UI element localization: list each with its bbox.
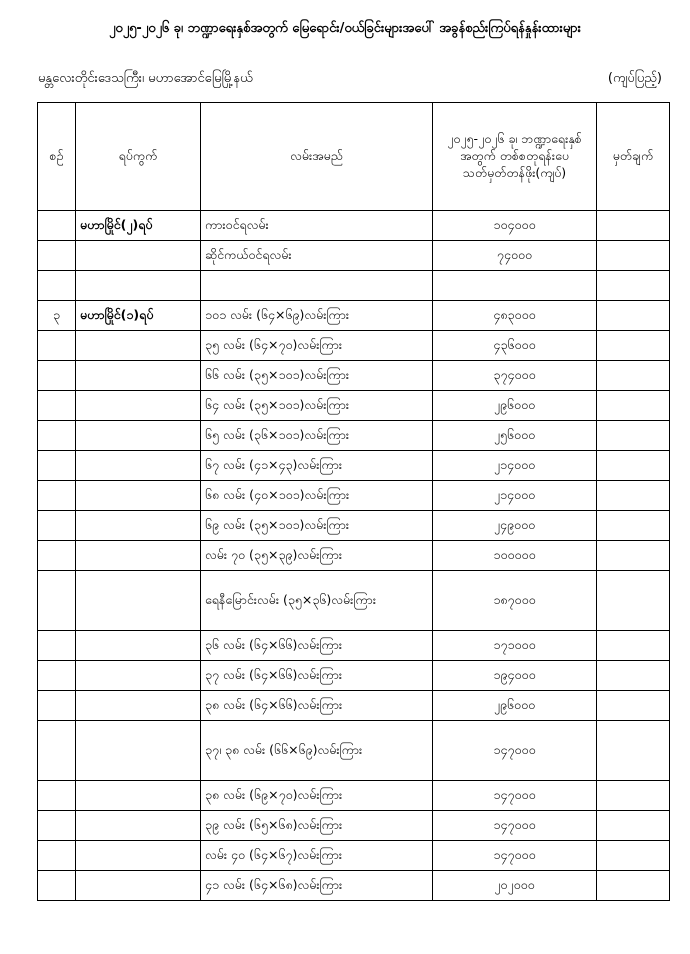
cell-value: ၁၇၁၀၀၀ bbox=[433, 631, 597, 661]
cell-no bbox=[38, 781, 76, 811]
cell-remark bbox=[597, 211, 670, 241]
cell-no bbox=[38, 541, 76, 571]
cell-value: ၂၁၄၀၀၀ bbox=[433, 451, 597, 481]
cell-street: ၃၉ လမ်း (၆၅×၆၈)လမ်းကြား bbox=[201, 811, 433, 841]
cell-no bbox=[38, 481, 76, 511]
table-row bbox=[38, 211, 670, 241]
cell-remark bbox=[597, 811, 670, 841]
cell-value: ၄၈၃၀၀၀ bbox=[433, 301, 597, 331]
cell-street: ကားဝင်ရလမ်း bbox=[201, 211, 433, 241]
cell-value: ၇၄၀၀၀ bbox=[433, 241, 597, 271]
cell-no bbox=[38, 361, 76, 391]
cell-ward bbox=[76, 481, 201, 511]
cell-value: ၁၄၇၀၀၀ bbox=[433, 841, 597, 871]
table-row bbox=[38, 241, 670, 271]
table-row bbox=[38, 841, 670, 871]
table-row bbox=[38, 451, 670, 481]
cell-street: ၃၈ လမ်း (၆၉×၇၀)လမ်းကြား bbox=[201, 781, 433, 811]
cell-no bbox=[38, 871, 76, 901]
cell-ward bbox=[76, 631, 201, 661]
cell-ward bbox=[76, 871, 201, 901]
cell-value: ၂၀၂၀၀၀ bbox=[433, 871, 597, 901]
cell-remark bbox=[597, 661, 670, 691]
cell-ward bbox=[76, 691, 201, 721]
cell-remark bbox=[597, 541, 670, 571]
cell-remark bbox=[597, 781, 670, 811]
cell-ward bbox=[76, 721, 201, 781]
table-header-row bbox=[38, 103, 670, 211]
cell-remark bbox=[597, 451, 670, 481]
cell-value: ၂၄၉၀၀၀ bbox=[433, 511, 597, 541]
unit-label: (ကျပ်ပြည့်) bbox=[607, 71, 662, 86]
cell-remark bbox=[597, 631, 670, 661]
cell-value: ၂၁၄၀၀၀ bbox=[433, 481, 597, 511]
cell-street: ၁၀၁ လမ်း (၆၄×၆၉)လမ်းကြား bbox=[201, 301, 433, 331]
cell-no bbox=[38, 571, 76, 631]
table-row bbox=[38, 331, 670, 361]
cell-ward bbox=[76, 781, 201, 811]
cell-value: ၁၉၄၀၀၀ bbox=[433, 661, 597, 691]
table-row bbox=[38, 691, 670, 721]
cell-no bbox=[38, 241, 76, 271]
header-street: လမ်းအမည် bbox=[201, 103, 433, 211]
table-row bbox=[38, 571, 670, 631]
cell-street: ၆၉ လမ်း (၃၅×၁၀၁)လမ်းကြား bbox=[201, 511, 433, 541]
cell-street: ၆၅ လမ်း (၃၆×၁၀၁)လမ်းကြား bbox=[201, 421, 433, 451]
cell-street: ၆၈ လမ်း (၄၀×၁၀၁)လမ်းကြား bbox=[201, 481, 433, 511]
cell-ward bbox=[76, 541, 201, 571]
cell-street: ၃၆ လမ်း (၆၄×၆၆)လမ်းကြား bbox=[201, 631, 433, 661]
cell-ward: မဟာမြိုင်(၁)ရပ် bbox=[76, 301, 201, 331]
cell-no bbox=[38, 841, 76, 871]
cell-street: ၆၆ လမ်း (၃၅×၁၀၁)လမ်းကြား bbox=[201, 361, 433, 391]
cell-value: ၁၄၇၀၀၀ bbox=[433, 781, 597, 811]
cell-street: လမ်း ၄၀ (၆၄×၆၇)လမ်းကြား bbox=[201, 841, 433, 871]
cell-value: ၂၉၆၀၀၀ bbox=[433, 391, 597, 421]
cell-ward bbox=[76, 331, 201, 361]
cell-value: ၂၅၆၀၀၀ bbox=[433, 421, 597, 451]
header-no: စဉ် bbox=[38, 103, 76, 211]
cell-no: ၃ bbox=[38, 301, 76, 331]
table-row bbox=[38, 811, 670, 841]
cell-no bbox=[38, 391, 76, 421]
table-row bbox=[38, 421, 670, 451]
cell-ward bbox=[76, 271, 201, 301]
cell-no bbox=[38, 691, 76, 721]
cell-no bbox=[38, 631, 76, 661]
cell-street: လမ်း ၇၀ (၃၅×၃၉)လမ်းကြား bbox=[201, 541, 433, 571]
cell-remark bbox=[597, 361, 670, 391]
cell-street: ၃၇၊ ၃၈ လမ်း (၆၆×၆၉)လမ်းကြား bbox=[201, 721, 433, 781]
table-row bbox=[38, 541, 670, 571]
cell-value: ၁၈၇၀၀၀ bbox=[433, 571, 597, 631]
cell-value: ၂၉၆၀၀၀ bbox=[433, 691, 597, 721]
table-row bbox=[38, 481, 670, 511]
cell-no bbox=[38, 421, 76, 451]
cell-ward bbox=[76, 421, 201, 451]
cell-street: ၆၄ လမ်း (၃၅×၁၀၁)လမ်းကြား bbox=[201, 391, 433, 421]
cell-ward bbox=[76, 451, 201, 481]
cell-remark bbox=[597, 571, 670, 631]
cell-no bbox=[38, 811, 76, 841]
cell-ward bbox=[76, 571, 201, 631]
cell-value: ၁၄၇၀၀၀ bbox=[433, 811, 597, 841]
cell-value: ၁၀၄၀၀၀ bbox=[433, 211, 597, 241]
cell-no bbox=[38, 511, 76, 541]
cell-ward bbox=[76, 841, 201, 871]
cell-remark bbox=[597, 841, 670, 871]
cell-street: ဆိုင်ကယ်ဝင်ရလမ်း bbox=[201, 241, 433, 271]
table-row bbox=[38, 361, 670, 391]
cell-remark bbox=[597, 331, 670, 361]
cell-no bbox=[38, 721, 76, 781]
cell-street: ရေနီမြောင်းလမ်း (၃၅×၃၆)လမ်းကြား bbox=[201, 571, 433, 631]
cell-street: ၆၇ လမ်း (၄၁×၄၃)လမ်းကြား bbox=[201, 451, 433, 481]
header-remark: မှတ်ချက် bbox=[597, 103, 670, 211]
cell-street bbox=[201, 271, 433, 301]
cell-street: ၃၇ လမ်း (၆၄×၆၆)လမ်းကြား bbox=[201, 661, 433, 691]
cell-ward: မဟာမြိုင်(၂)ရပ် bbox=[76, 211, 201, 241]
cell-remark bbox=[597, 481, 670, 511]
cell-remark bbox=[597, 301, 670, 331]
header-value: ၂၀၂၅-၂၀၂၆ ခု၊ ဘဏ္ဍာရေးနှစ်အတွက် တစ်စတုရန်းပေ သတ်မှတ်တန်ဖိုး(ကျပ်) bbox=[433, 103, 597, 211]
cell-ward bbox=[76, 241, 201, 271]
table-row bbox=[38, 661, 670, 691]
cell-ward bbox=[76, 391, 201, 421]
table-body bbox=[38, 211, 670, 901]
table-row bbox=[38, 511, 670, 541]
cell-value: ၃၇၄၀၀၀ bbox=[433, 361, 597, 391]
cell-street: ၄၁ လမ်း (၆၄×၆၈)လမ်းကြား bbox=[201, 871, 433, 901]
cell-street: ၃၅ လမ်း (၆၄×၇၀)လမ်းကြား bbox=[201, 331, 433, 361]
cell-remark bbox=[597, 421, 670, 451]
cell-street: ၃၈ လမ်း (၆၄×၆၆)လမ်းကြား bbox=[201, 691, 433, 721]
cell-remark bbox=[597, 391, 670, 421]
table-row bbox=[38, 271, 670, 301]
land-price-table bbox=[37, 102, 670, 901]
header-ward: ရပ်ကွက် bbox=[76, 103, 201, 211]
cell-value bbox=[433, 271, 597, 301]
table-row bbox=[38, 631, 670, 661]
table-row bbox=[38, 391, 670, 421]
cell-value: ၄၃၆၀၀၀ bbox=[433, 331, 597, 361]
table-row bbox=[38, 781, 670, 811]
cell-ward bbox=[76, 661, 201, 691]
cell-remark bbox=[597, 871, 670, 901]
region-label: မန္တလေးတိုင်းဒေသကြီး၊ မဟာအောင်မြေမြို့နယ် bbox=[38, 71, 253, 86]
cell-value: ၁၀၀၀၀၀ bbox=[433, 541, 597, 571]
cell-no bbox=[38, 331, 76, 361]
cell-remark bbox=[597, 271, 670, 301]
cell-no bbox=[38, 451, 76, 481]
cell-no bbox=[38, 271, 76, 301]
table-row bbox=[38, 721, 670, 781]
table-row bbox=[38, 301, 670, 331]
document-title: ၂၀၂၅-၂၀၂၆ ခု၊ ဘဏ္ဍာရေးနှစ်အတွက် မြေရောင်း/ဝယ်ခြင်းများအပေါ် အခွန်စည်းကြပ်ရန်နှုန်းထားများ bbox=[109, 21, 581, 36]
cell-value: ၁၄၇၀၀၀ bbox=[433, 721, 597, 781]
cell-ward bbox=[76, 361, 201, 391]
cell-no bbox=[38, 661, 76, 691]
cell-remark bbox=[597, 691, 670, 721]
cell-remark bbox=[597, 721, 670, 781]
table-row bbox=[38, 871, 670, 901]
cell-remark bbox=[597, 241, 670, 271]
cell-ward bbox=[76, 511, 201, 541]
cell-ward bbox=[76, 811, 201, 841]
cell-remark bbox=[597, 511, 670, 541]
cell-no bbox=[38, 211, 76, 241]
